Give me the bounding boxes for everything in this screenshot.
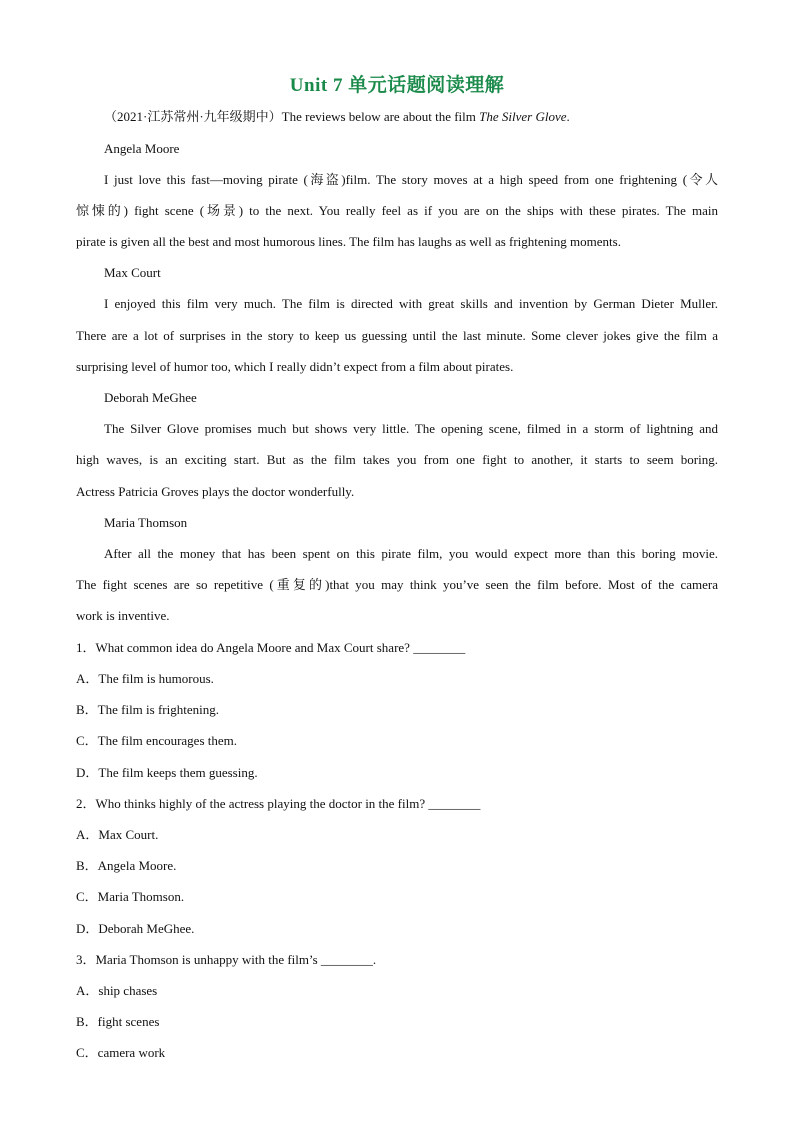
film-title: The Silver Glove xyxy=(479,109,567,124)
intro-source: （2021·江苏常州·九年级期中） xyxy=(104,109,282,124)
reviewer-name: Angela Moore xyxy=(104,141,180,156)
answer-option[interactable]: C．The film encourages them. xyxy=(76,733,238,748)
review-line: 惊悚的) fight scene (场景) to the next. You really feel as if you are on the ships with these pirates. The main xyxy=(76,203,718,218)
answer-option[interactable]: B．fight scenes xyxy=(76,1014,160,1029)
answer-option[interactable]: B．The film is frightening. xyxy=(76,702,219,717)
answer-option[interactable]: C．camera work xyxy=(76,1045,166,1060)
intro-line xyxy=(104,108,746,126)
review-line: Actress Patricia Groves plays the doctor wonderfully. xyxy=(76,484,355,499)
question-text: 3．Maria Thomson is unhappy with the film’s ________. xyxy=(76,952,377,967)
answer-option[interactable]: C．Maria Thomson. xyxy=(76,889,185,904)
question-text: 1．What common idea do Angela Moore and Max Court share? ________ xyxy=(76,640,466,655)
answer-option[interactable]: D．Deborah MeGhee. xyxy=(76,921,195,936)
answer-option[interactable]: A．The film is humorous. xyxy=(76,671,214,686)
intro-end: . xyxy=(566,109,570,124)
question-text: 2．Who thinks highly of the actress playing the doctor in the film? ________ xyxy=(76,796,481,811)
answer-option[interactable]: B．Angela Moore. xyxy=(76,858,177,873)
page-title: Unit 7 单元话题阅读理解 xyxy=(289,75,505,96)
review-line: There are a lot of surprises in the story to keep us guessing until the last minute. Some clever jokes give the film a xyxy=(76,328,718,343)
review-line: work is inventive. xyxy=(76,608,170,623)
review-line: After all the money that has been spent on this pirate film, you would expect more than this boring movie. xyxy=(104,546,718,561)
answer-option[interactable]: D．The film keeps them guessing. xyxy=(76,765,258,780)
answer-option[interactable]: A．ship chases xyxy=(76,983,158,998)
answer-option[interactable]: A．Max Court. xyxy=(76,827,159,842)
intro-text: The reviews below are about the film xyxy=(281,109,480,124)
review-line: The Silver Glove promises much but shows very little. The opening scene, filmed in a storm of lightning and xyxy=(104,421,718,436)
review-line: I just love this fast—moving pirate (海盗)film. The story moves at a high speed from one frightening (令人 xyxy=(104,172,718,187)
reviewer-name: Max Court xyxy=(104,265,161,280)
review-line: The fight scenes are so repetitive (重复的)that you may think you’ve seen the film before. Most of the camera xyxy=(76,577,718,592)
review-line: surprising level of humor too, which I really didn’t expect from a film about pirates. xyxy=(76,359,514,374)
reviewer-name: Maria Thomson xyxy=(104,515,188,530)
reviewer-name: Deborah MeGhee xyxy=(104,390,197,405)
review-line: pirate is given all the best and most humorous lines. The film has laughs as well as frightening moments. xyxy=(76,234,621,249)
review-line: high waves, is an exciting start. But as the film takes you from one fight to another, it starts to seem boring. xyxy=(76,452,718,467)
review-line: I enjoyed this film very much. The film is directed with great skills and invention by German Dieter Muller. xyxy=(104,296,718,311)
